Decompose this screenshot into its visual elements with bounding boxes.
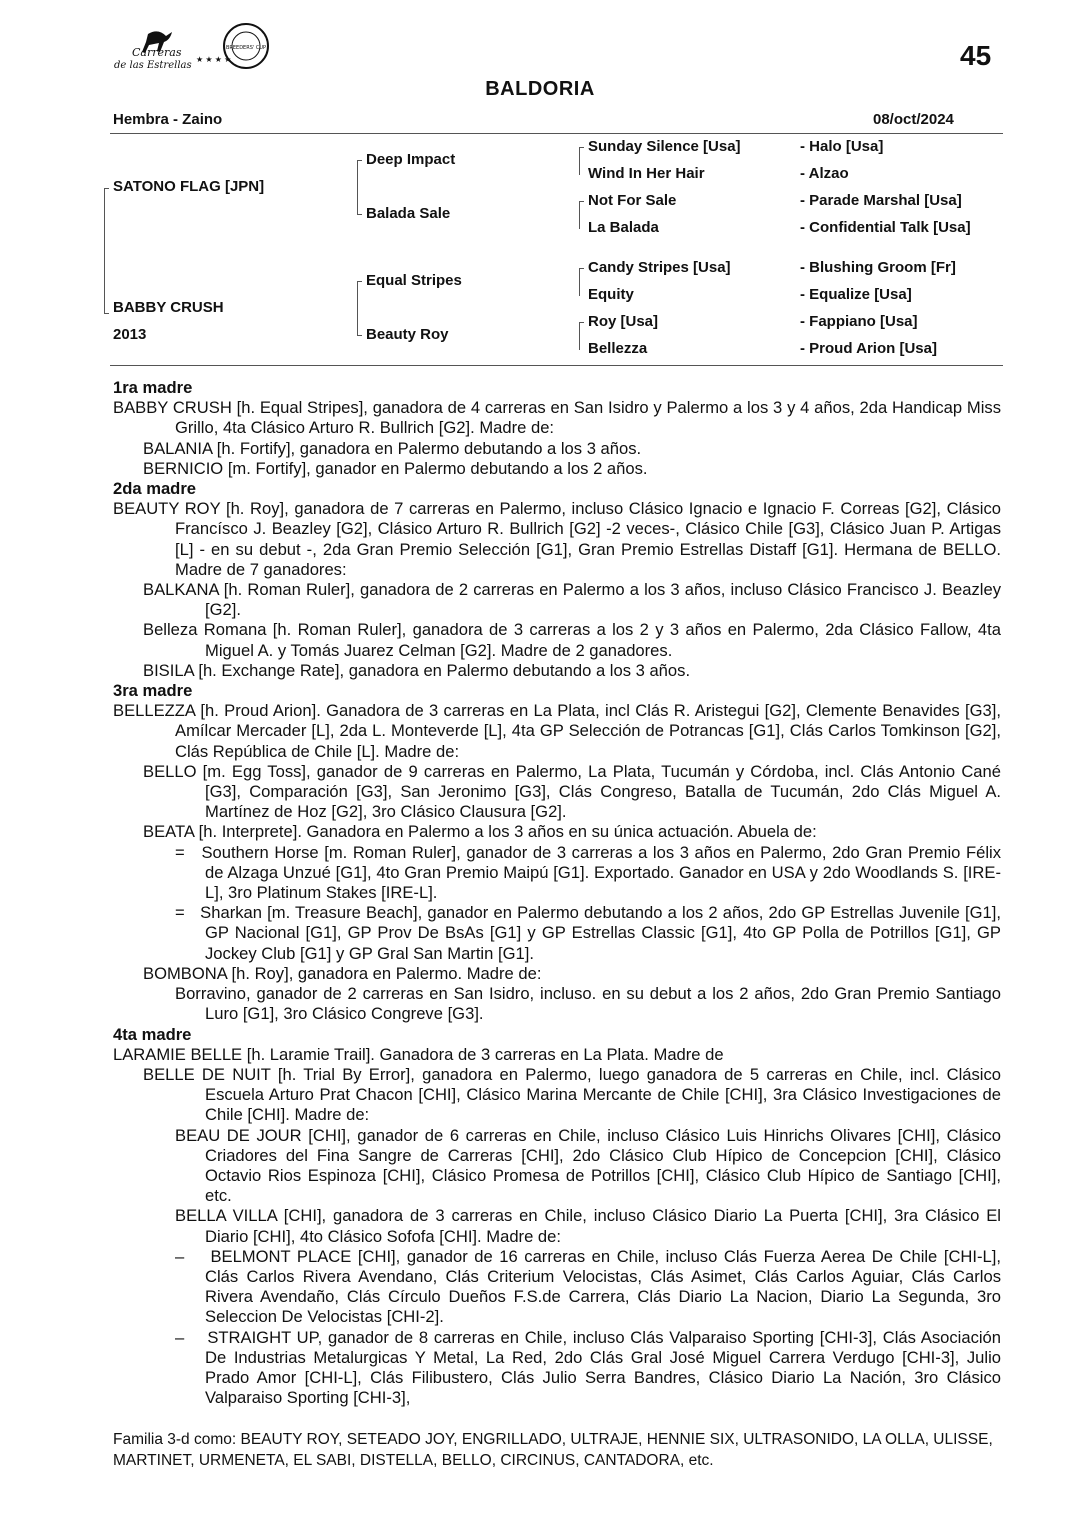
gen2-3: Equal Stripes [366,272,462,289]
svg-text:★ ★ ★ ★: ★ ★ ★ ★ [196,55,232,64]
section-1-heading: 1ra madre [113,378,193,397]
date: 08/oct/2024 [873,111,954,128]
gen3-2: Wind In Her Hair [588,165,705,182]
gen3-4: La Balada [588,219,659,236]
gen4-1: - Halo [Usa] [800,138,884,155]
lot-number: 45 [960,40,992,71]
dam-4-paragraph: LARAMIE BELLE [h. Laramie Trail]. Ganadora de 3 carreras en La Plata. Madre de [113,1044,724,1064]
dam-2-paragraph: BEAUTY ROY [h. Roy], ganadora de 7 carreras en Palermo, incluso Clásico Ignacio e Ignacio F. Correas [G2], Clásico Francísco J. Beazley [G2], Clásico Arturo R. Bullrich [G2] -2 veces-, Clásico Chile [G3], Clásico Juan P. Artigas [L] - en su debut -, 2da Gran Premio Selección [G1], Gran Premio Estrellas Distaff [G1]. Hermana de BELLO. Madre de 7 ganadores: [113,499,1001,579]
gen3-6: Equity [588,286,634,303]
dam: BABBY CRUSH [113,299,224,316]
gen4-2: - Alzao [800,165,849,182]
offspring-5: BISILA [h. Exchange Rate], ganadora en Palermo debutando a los 3 años. [143,660,691,680]
offspring-4: Belleza Romana [h. Roman Ruler], ganadora de 3 carreras a los 2 y 3 años en Palermo, 2da Clásico Fallow, 4ta Miguel A. y Tomás Juarez Celman [G2]. Madre de 2 ganadores. [143,620,1001,660]
gen4-3: - Parade Marshal [Usa] [800,192,962,209]
logo-graphic [110,22,270,74]
grand-offspring-5: BELLA VILLA [CHI], ganadora de 3 carreras en Chile, incluso Clásico Diario La Puerta [CHI], 3ra Clásico El Diario [CHI], 4to Clásico Sofofa [CHI]. Madre de: [175,1206,1001,1246]
logo [110,22,270,74]
offspring-9: BELLE DE NUIT [h. Trial By Error], ganadora en Palermo, luego ganadora de 5 carreras en Chile, incl. Clásico Escuela Arturo Prat Chacon [CHI], Clásico Marina Mercante de Chile [CHI], 3ra Clásico Investigaciones de Chile [CHI]. Madre de: [143,1064,1001,1125]
dam-1-paragraph: BABBY CRUSH [h. Equal Stripes], ganadora de 4 carreras en San Isidro y Palermo a los 3 y 4 años, 2da Handicap Miss Grillo, 4ta Clásico Arturo R. Bullrich [G2]. Madre de: [113,398,1001,438]
sex-color: Hembra - Zaino [113,111,223,128]
logo-text-2: de las Estrellas [114,60,192,71]
gen4-6: - Equalize [Usa] [800,286,912,303]
pedigree-bottom-rule [110,365,1003,366]
offspring-1: BALANIA [h. Fortify], ganadora en Palermo debutando a los 3 años. [143,438,642,458]
gen4-4: - Confidential Talk [Usa] [800,219,971,236]
seal-text: BREEDERS' CUP [225,45,267,51]
section-2-heading: 2da madre [113,479,197,499]
grand-offspring-1: = Southern Horse [m. Roman Ruler], ganador de 3 carreras a los 3 años en Palermo, 2do Gran Premio Félix de Alzaga Unzué [G1], 4to Gran Premio Maipú [G1]. Exportado. Ganador en USA y 2do Woodlands S. [IRE-L], 3ro Platinum Stakes [IRE-L]. [175,842,1001,903]
logo-text-1: Carreras [132,46,182,59]
great-grand-offspring-2: – STRAIGHT UP, ganador de 8 carreras en Chile, incluso Clás Valparaiso Sporting [CHI-3], Clás Asociación De Industrias Metalurgicas Y Metal, La Red, 2do Clás Gral José Miguel Carrera Verdugo [CHI-3], Julio Prado Amor [CHI-L], Clás Filibustero, Clás Julio Serra Bandres, Clásico Diario La Nación, 3ro Clásico Valparaiso Sporting [CHI-3], [175,1327,1002,1408]
horse-name: BALDORIA [485,78,595,100]
dam-3-paragraph: BELLEZZA [h. Proud Arion]. Ganadora de 3 carreras en La Plata, incl Clás R. Aristegui [G2], Clemente Benavides [G3], Amílcar Mercader [L], 2da L. Monteverde [L], 4ta GP Selección de Potrancas [G1], Clás Carlos Tomkinson [G2], Clás República de Chile [L]. Madre de: [113,701,1001,761]
gen3-1: Sunday Silence [Usa] [588,138,741,155]
offspring-6: BELLO [m. Egg Toss], ganador de 9 carreras en Palermo, La Plata, Tucumán y Córdoba, incl. Clás Antonio Cané [G3], Comparación [G3], San Jeronimo [G3], Clás Congreso, Batalla de Tucumán, 2do Clás Miguel A. Martínez de Hoz [G2], 3ro Clásico Clausura [G2]. [143,761,1001,822]
great-grand-offspring-1: – BELMONT PLACE [CHI], ganador de 16 carreras en Chile, incluso Clás Fuerza Aerea De Chile [CHI-L], Clás Carlos Rivera Avendano, Clás Criterium Velocistas, Clás Asimet, Clás Carlos Aguiar, Clás Carlos Rivera Avendaño, Clás Círculo Dueños F.S.de Carrera, Clás Diario La Nacion, Diario La Segunda, 3ro Seleccion De Velocistas [CHI-2]. [175,1246,1002,1327]
gen3-7: Roy [Usa] [588,313,659,330]
grand-offspring-2: = Sharkan [m. Treasure Beach], ganador en Palermo debutando a los 2 años, 2do GP Estrellas Juvenile [G1], GP Nacional [G1], GP Prov De BsAs [G1] y GP Estrellas Classic [G1], 4to GP Polla de Potrillos [G1], GP Jockey Club [G1] y GP Gral San Martin [G1]. [175,903,1001,963]
gen3-5: Candy Stripes [Usa] [588,259,731,276]
grand-offspring-3: Borravino, ganador de 2 carreras en San Isidro, incluso. en su debut a los 2 años, 2do Gran Premio Santiago Luro [G1], 3ro Clásico Congreve [G3]. [175,984,1001,1024]
family-footer: Familia 3-d como: BEAUTY ROY, SETEADO JOY, ENGRILLADO, ULTRAJE, HENNIE SIX, ULTRASONIDO, LA OLLA, ULISSE, MARTINET, URMENETA, EL SABI, DISTELLA, BELLO, CIRCINUS, CANTADORA, etc. [113,1431,993,1469]
offspring-3: BALKANA [h. Roman Ruler], ganadora de 2 carreras en Palermo a los 3 años, incluso Clásico Francisco J. Beazley [G2]. [143,580,1001,620]
gen3-3: Not For Sale [588,192,677,209]
section-4-heading: 4ta madre [113,1024,192,1044]
dam-year: 2013 [113,326,147,343]
grand-offspring-4: BEAU DE JOUR [CHI], ganador de 6 carreras en Chile, incluso Clásico Luis Hinrichs Olivares [CHI], Clásico Criadores del Fina Sangre de Carreras [CHI], 2do Clásico Club Hípico de Concepcion [CHI], Clásico Octavio Rios Espinoza [CHI], Clásico Promesa de Potrillos [CHI], Clásico Club Hípico de Santiago [CHI], etc. [175,1125,1001,1206]
offspring-8: BOMBONA [h. Roy], ganadora en Palermo. Madre de: [143,963,542,983]
section-3-heading: 3ra madre [113,681,193,701]
catalog-body [113,378,1001,1408]
gen2-2: Balada Sale [366,205,451,222]
gen2-4: Beauty Roy [366,326,449,343]
gen4-7: - Fappiano [Usa] [800,313,918,330]
top-rule [110,133,1003,134]
gen4-5: - Blushing Groom [Fr] [800,259,956,276]
offspring-2: BERNICIO [m. Fortify], ganador en Palermo debutando a los 2 años. [143,458,648,478]
gen2-1: Deep Impact [366,151,456,168]
gen3-8: Bellezza [588,340,648,357]
offspring-7: BEATA [h. Interprete]. Ganadora en Palermo a los 3 años en su única actuación. Abuela de: [143,822,817,842]
gen4-8: - Proud Arion [Usa] [800,340,937,357]
sire: SATONO FLAG [JPN] [113,178,265,195]
